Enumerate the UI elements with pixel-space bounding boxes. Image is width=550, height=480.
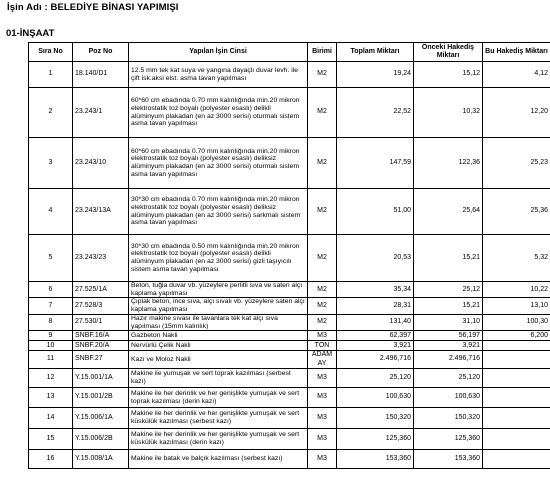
row-poz: 23.243/13A [73,189,129,235]
table-row [29,341,550,351]
row-previous: 3,921 [414,341,483,351]
row-previous: 15,21 [414,235,483,282]
row-total: 22,52 [337,88,414,138]
row-total: 2.496,716 [337,351,414,369]
row-sira: 4 [29,189,73,235]
table-row [29,314,550,330]
header-current-quantity: Bu Hakediş Miktarı [483,43,550,62]
row-current [483,369,550,388]
row-total: 19,24 [337,62,414,88]
row-current: 6,200 [483,331,550,341]
row-description: Gazbeton Nakli [129,331,308,341]
row-sira: 3 [29,138,73,189]
row-poz: 23.243/1 [73,88,129,138]
row-description: 30*30 cm ebadında 0.50 mm kalınlığında min.20 mikron elektrostatik toz boyalı (polyester esaslı) delikli alüminyum plakadan (en az 3000 serisi) gizli taşıyıcılı sistem asma tavan yapılması [129,235,308,282]
row-sira: 6 [29,282,73,298]
row-current: 13,10 [483,298,550,314]
row-sira: 13 [29,388,73,408]
header-poz-no: Poz No [73,43,129,62]
row-total: 35,34 [337,282,414,298]
row-description: Beton, tuğla duvar vb. yüzeylere perlitli sıva ve saten alçı kaplama yapılması [129,282,308,298]
row-description: Kazı ve Moloz Nakli [129,351,308,369]
table-header-row [29,43,550,62]
row-unit: M2 [308,138,337,189]
row-previous: 153,360 [414,450,483,469]
section-title: 01-İNŞAAT [6,28,55,39]
table-row [29,450,550,469]
row-sira: 16 [29,450,73,469]
row-total: 62,397 [337,331,414,341]
row-poz: SNBF.20/A [73,341,129,351]
row-unit: M3 [308,331,337,341]
row-current [483,388,550,408]
row-sira: 10 [29,341,73,351]
row-previous: 31,10 [414,314,483,330]
table-row [29,388,550,408]
table-row [29,88,550,138]
row-poz: Y.15.008/1A [73,450,129,469]
row-unit: M3 [308,369,337,388]
table-row [29,282,550,298]
table-row [29,138,550,189]
row-total: 28,31 [337,298,414,314]
row-total: 153,360 [337,450,414,469]
row-previous: 15,12 [414,62,483,88]
row-current: 12,20 [483,88,550,138]
table-row [29,235,550,282]
row-unit: M3 [308,388,337,408]
row-total: 51,00 [337,189,414,235]
table-row [29,189,550,235]
row-unit: ADAM AY [308,351,337,369]
table-row [29,62,550,88]
row-total: 125,360 [337,429,414,450]
page-title: İşin Adı : BELEDİYE BİNASI YAPIMIŞI [7,2,179,13]
row-current: 25,36 [483,189,550,235]
row-sira: 1 [29,62,73,88]
row-previous: 56,197 [414,331,483,341]
row-previous: 2.496,716 [414,351,483,369]
row-description: Makine ile her derinlik ve her genişlikte yumuşak ve sert küskülük kazılması (derin kazı) [129,429,308,450]
row-description: Çıplak beton, ince sıva, alçı sıvalı vb. yüzeylere saten alçı kaplama yapılması [129,298,308,314]
row-current: 10,22 [483,282,550,298]
row-description: 30*30 cm ebadında 0.70 mm kalınlığında min.20 mikron elektrostatik toz boyalı (polyester esaslı) deliksiz alüminyum plakadan (en az 3000 serisi) sarkmalı sistem asma tavan yapılması [129,189,308,235]
header-work-description: Yapılan İşin Cinsi [129,43,308,62]
row-description: 12.5 mm tek kat suya ve yangına dayaçlı duvar levh. ile çift isk.aksi elst. asma tavan yapılması [129,62,308,88]
row-sira: 9 [29,331,73,341]
row-total: 131,40 [337,314,414,330]
row-total: 150,320 [337,408,414,429]
row-description: Makine ile her derinlik ve her genişlikte yumuşak ve sert toprak kazılması (derin kazı) [129,388,308,408]
row-previous: 25,64 [414,189,483,235]
row-sira: 12 [29,369,73,388]
row-previous: 100,630 [414,388,483,408]
row-previous: 25,12 [414,282,483,298]
row-sira: 5 [29,235,73,282]
row-previous: 25,120 [414,369,483,388]
row-sira: 11 [29,351,73,369]
table-row [29,298,550,314]
row-previous: 10,32 [414,88,483,138]
row-sira: 2 [29,88,73,138]
row-unit: M2 [308,314,337,330]
row-unit: M2 [308,282,337,298]
row-unit: M3 [308,450,337,469]
row-sira: 7 [29,298,73,314]
table-row [29,408,550,429]
row-unit: M2 [308,298,337,314]
row-poz: Y.15.001/1A [73,369,129,388]
row-unit: M2 [308,235,337,282]
header-previous-quantity: Önceki Hakediş Miktarı [414,43,483,62]
row-unit: M3 [308,429,337,450]
header-unit: Birimi [308,43,337,62]
row-previous: 125,360 [414,429,483,450]
table-row [29,369,550,388]
row-poz: 27.525/1A [73,282,129,298]
row-current: 4,12 [483,62,550,88]
row-poz: 18.140/D1 [73,62,129,88]
row-description: 60*60 cm ebadında 0.70 mm kalınlığında min.20 mikron elektrostatik toz boyalı (polyester esaslı) deliksiz alüminyum plakadan (en az 3000 serisi) oturmalı sistem asma tavan yapılması [129,138,308,189]
row-current [483,408,550,429]
row-description: 60*60 cm ebadında 0.70 mm kalınlığında min.20 mikron elektrostatik toz boyalı (polyester esaslı) delikli alüminyum plakadan (en az 3000 serisi) oturmalı sistem asma tavan yapılması [129,88,308,138]
row-poz: SNBF.27 [73,351,129,369]
row-unit: M2 [308,88,337,138]
row-description: Hazır makine sıvası ile tavanlara tek kat alçı sıva yapılması (15mm kalınlık) [129,314,308,330]
row-poz: Y.15.006/1A [73,408,129,429]
table-row [29,331,550,341]
row-description: Makine ile yumuşak ve sert toprak kazılması (serbest kazı) [129,369,308,388]
row-previous: 150,320 [414,408,483,429]
row-current [483,351,550,369]
row-description: Nervürlü Çelik Nakli [129,341,308,351]
row-unit: M2 [308,62,337,88]
row-total: 25,120 [337,369,414,388]
row-poz: Y.15.001/2B [73,388,129,408]
row-total: 100,630 [337,388,414,408]
row-current [483,450,550,469]
row-current [483,341,550,351]
row-current: 25,23 [483,138,550,189]
row-poz: 27.528/3 [73,298,129,314]
row-current: 100,30 [483,314,550,330]
table-row [29,429,550,450]
row-description: Makine ile her derinlik ve her genişlikte yumuşak ve sert küskülük kazılması (serbest kazı) [129,408,308,429]
row-sira: 8 [29,314,73,330]
row-unit: M3 [308,408,337,429]
header-sira-no: Sıra No [29,43,73,62]
row-description: Makine ile batak ve balçık kazılması (serbest kazı) [129,450,308,469]
row-unit: TON [308,341,337,351]
row-sira: 14 [29,408,73,429]
row-current [483,429,550,450]
row-poz: 23.243/10 [73,138,129,189]
row-poz: SNBF.16/A [73,331,129,341]
row-total: 3,921 [337,341,414,351]
row-poz: 23.243/23 [73,235,129,282]
row-current: 5,32 [483,235,550,282]
table-row [29,351,550,369]
row-previous: 15,21 [414,298,483,314]
row-total: 20,53 [337,235,414,282]
quantity-table [28,42,550,469]
row-total: 147,59 [337,138,414,189]
row-previous: 122,36 [414,138,483,189]
row-sira: 15 [29,429,73,450]
row-poz: Y.15.006/2B [73,429,129,450]
row-unit: M2 [308,189,337,235]
row-poz: 27.530/1 [73,314,129,330]
header-total-quantity: Toplam Miktarı [337,43,414,62]
